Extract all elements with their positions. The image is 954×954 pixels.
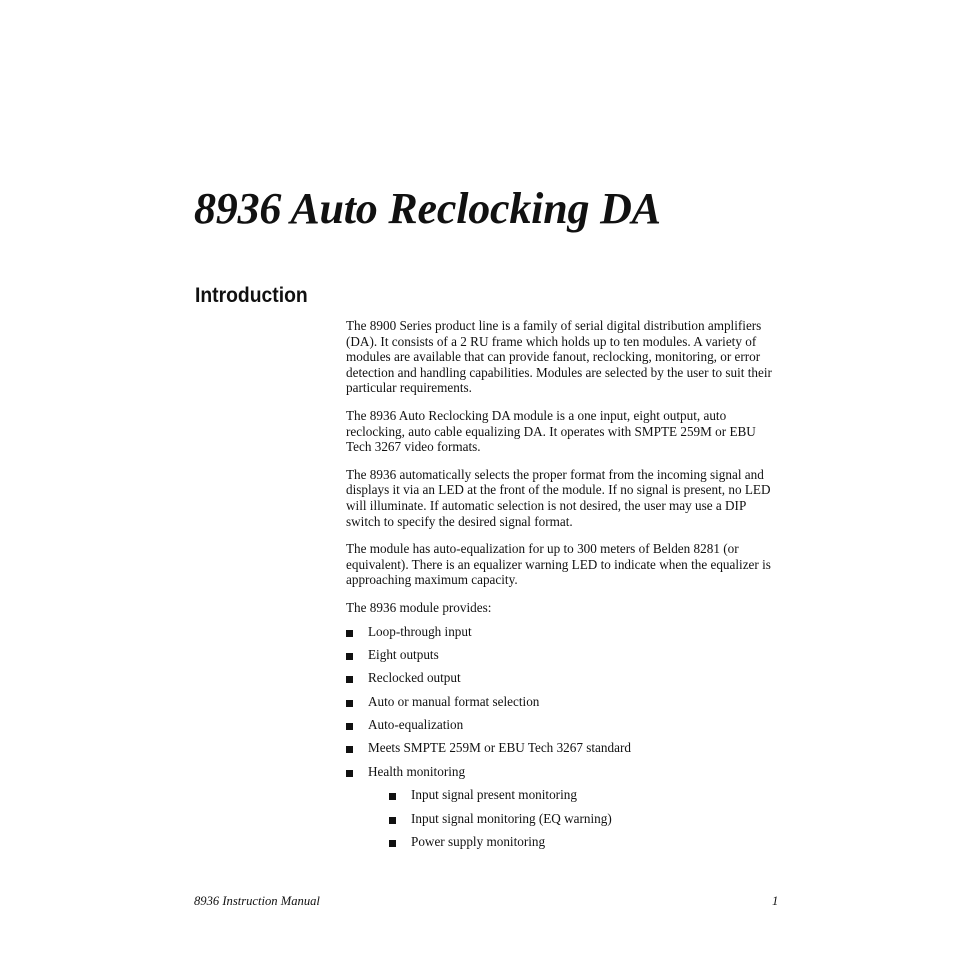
square-bullet-icon [389,817,396,824]
feature-item-auto-equalization [346,717,782,733]
feature-item-loop-through-input [346,624,782,640]
health-item-label: Power supply monitoring [411,834,546,850]
page-title: 8936 Auto Reclocking DA [194,184,661,233]
feature-item-health-monitoring [346,764,782,850]
square-bullet-icon [389,793,396,800]
health-item-input-signal-present [389,787,782,803]
square-bullet-icon [346,723,353,730]
intro-paragraph-2: The 8936 Auto Reclocking DA module is a one input, eight output, auto reclocking, auto cable equalizing DA. It operates with SMPTE 259M or EBU Tech 3267 video formats. [346,407,756,455]
manual-name: 8936 Instruction Manual [194,894,320,908]
feature-item-format-selection [346,694,782,710]
health-item-label: Input signal present monitoring [411,787,577,803]
health-monitoring-list [389,787,782,849]
feature-item-label: Eight outputs [368,646,439,662]
feature-item-eight-outputs [346,647,782,663]
feature-list-intro: The 8936 module provides: [346,599,492,615]
health-item-power-supply [389,834,782,850]
square-bullet-icon [346,630,353,637]
square-bullet-icon [346,770,353,777]
health-item-eq-warning [389,811,782,827]
square-bullet-icon [346,746,353,753]
feature-item-reclocked-output [346,670,782,686]
square-bullet-icon [346,676,353,683]
feature-item-standards [346,740,782,756]
introduction-body [346,318,782,858]
feature-item-label: Auto-equalization [368,717,464,733]
square-bullet-icon [346,700,353,707]
feature-item-label: Health monitoring [368,763,466,779]
page-number: 1 [772,894,779,908]
intro-paragraph-1: The 8900 Series product line is a family of serial digital distribution amplifiers (DA). It consists of a 2 RU frame which holds up to ten modules. A variety of modules are available that can provide fanout, reclocking, monitoring, or error detection and handling capabilities. Modules are selected by the user to suit their particular requirements. [346,318,772,396]
square-bullet-icon [389,840,396,847]
section-heading-introduction: Introduction [195,284,308,307]
health-item-label: Input signal monitoring (EQ warning) [411,810,612,826]
intro-paragraph-3: The 8936 automatically selects the proper format from the incoming signal and displays it via an LED at the front of the module. If no signal is present, no LED will illuminate. If automatic selection is not desired, the user may use a DIP switch to specify the desired signal format. [346,466,771,529]
feature-list [346,624,782,850]
feature-item-label: Meets SMPTE 259M or EBU Tech 3267 standard [368,740,631,756]
feature-item-label: Loop-through input [368,623,472,639]
feature-item-label: Auto or manual format selection [368,693,540,709]
square-bullet-icon [346,653,353,660]
intro-paragraph-4: The module has auto-equalization for up to 300 meters of Belden 8281 (or equivalent). There is an equalizer warning LED to indicate when the equalizer is approaching maximum capacity. [346,541,771,588]
feature-item-label: Reclocked output [368,670,461,686]
